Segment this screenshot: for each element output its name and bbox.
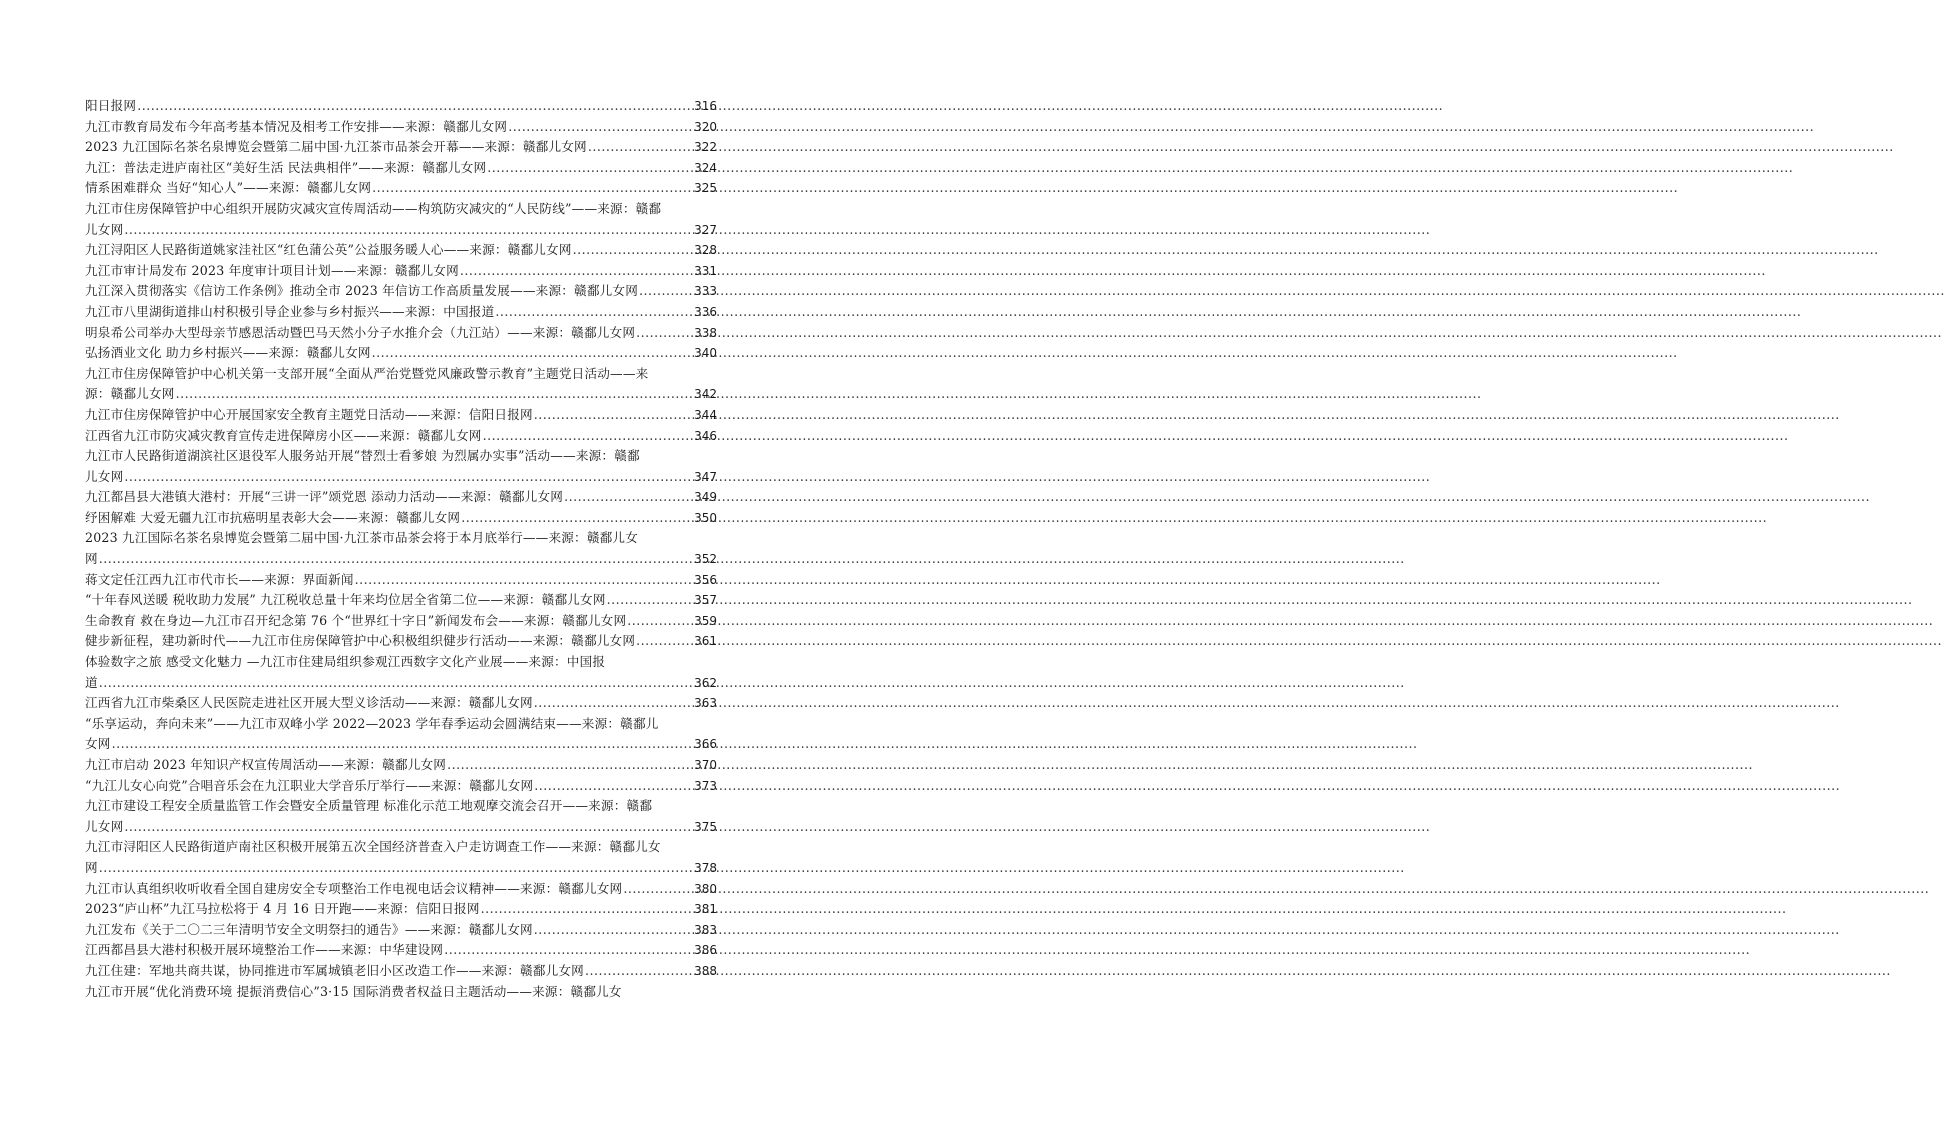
dot-leader [112,734,694,755]
toc-entry[interactable] [85,590,717,611]
toc-entry-line-wrapped [85,364,717,385]
toc-entry-title: 江西都昌县大港村积极开展环境整治工作——来源：中华建设网 [85,942,444,958]
toc-entry-title: 九江市住房保障管护中心组织开展防灾减灾宣传周活动——构筑防灾减灾的“人民防线”——来源：赣鄱 [85,200,662,216]
toc-entry[interactable] [85,178,717,199]
dot-leader [137,96,693,117]
toc-page-number: 383 [694,922,717,937]
toc-entry-line [85,858,717,879]
toc-entry[interactable] [85,611,717,632]
toc-page-number: 373 [694,778,717,793]
toc-entry-title: “乐享运动，奔向未来”——九江市双峰小学 2022—2023 学年春季运动会圆满结束——来源：赣鄱儿 [85,715,659,731]
toc-entry-title: 体验数字之旅 感受文化魅力 —九江市住建局组织参观江西数字文化产业展——来源：中国报 [85,654,606,670]
dot-leader [534,776,693,797]
toc-entry[interactable] [85,281,717,302]
toc-entry-title: 九江市住房保障管护中心开展国家安全教育主题党日活动——来源：信阳日报网 [85,406,533,422]
toc-entry[interactable] [85,96,717,117]
toc-page-number: 338 [694,325,717,340]
toc-entry[interactable] [85,714,717,755]
table-of-contents [85,96,717,1002]
toc-entry[interactable] [85,755,717,776]
toc-entry-line [85,631,717,652]
dot-leader [99,549,693,570]
toc-entry-line [85,405,717,426]
dot-leader [461,508,693,529]
toc-entry[interactable] [85,920,717,941]
toc-page-number: 350 [694,510,717,525]
dot-leader [355,570,693,591]
toc-entry-title: 九江深入贯彻落实《信访工作条例》推动全市 2023 年信访工作高质量发展——来源：赣鄱儿女网 [85,283,639,299]
dot-leader [460,261,693,282]
toc-entry-line [85,734,717,755]
toc-entry[interactable] [85,528,717,569]
toc-entry-line-wrapped [85,528,717,549]
toc-entry-title: 健步新征程，建功新时代——九江市住房保障管护中心积极组织健步行活动——来源：赣鄱儿女网 [85,633,636,649]
toc-entry[interactable] [85,158,717,179]
toc-entry-line [85,961,717,982]
toc-entry-line [85,384,717,405]
toc-entry-line [85,673,717,694]
toc-entry-title: 九江都昌县大港镇大港村：开展“三讲一评”颂党恩 添动力活动——来源：赣鄱儿女网 [85,489,564,505]
dot-leader [124,817,693,838]
toc-page-number: 328 [694,243,717,258]
toc-entry-line [85,281,717,302]
toc-page-number: 380 [694,881,717,896]
toc-page-number: 344 [694,407,717,422]
toc-entry-title: 弘扬酒业文化 助力乡村振兴——来源：赣鄱儿女网 [85,345,371,361]
toc-entry-title: 女网 [85,736,111,752]
toc-entry[interactable] [85,302,717,323]
toc-page-number: 378 [694,860,717,875]
toc-entry-title: 九江市教育局发布今年高考基本情况及相考工作安排——来源：赣鄱儿女网 [85,118,508,134]
toc-entry[interactable] [85,570,717,591]
dot-leader [534,405,693,426]
toc-page-number: 363 [694,696,717,711]
toc-entry-title: 江西省九江市防灾减灾教育宣传走进保障房小区——来源：赣鄱儿女网 [85,427,482,443]
toc-entry-line [85,693,717,714]
toc-entry[interactable] [85,796,717,837]
toc-entry-line [85,611,717,632]
toc-entry-title: 2023 九江国际名茶名泉博览会暨第二届中国·九江茶市品茶会开幕——来源：赣鄱儿女网 [85,139,587,155]
toc-page-number: 386 [694,943,717,958]
toc-entry-line [85,137,717,158]
toc-entry-line [85,158,717,179]
toc-page-number: 356 [694,572,717,587]
toc-entry-title: “十年春风送暖 税收助力发展” 九江税收总量十年来均位居全省第二位——来源：赣鄱儿女网 [85,592,606,608]
toc-entry[interactable] [85,776,717,797]
toc-entry-line [85,261,717,282]
toc-page-number: 366 [694,737,717,752]
toc-entry-line-wrapped [85,652,717,673]
toc-entry-line [85,117,717,138]
toc-page-number: 316 [694,99,717,113]
toc-page-number: 320 [694,119,717,134]
dot-leader [495,302,693,323]
toc-page-number: 322 [694,140,717,155]
dot-leader [508,117,693,138]
toc-entry-line [85,302,717,323]
toc-entry-line [85,178,717,199]
dot-leader [639,281,693,302]
toc-entry-title: 九江市八里湖街道排山村积极引导企业参与乡村振兴——来源：中国报道 [85,303,495,319]
dot-leader [444,940,693,961]
toc-entry-line [85,487,717,508]
dot-leader [534,693,693,714]
toc-entry-title: 九江发布《关于二〇二三年清明节安全文明祭扫的通告》——来源：赣鄱儿女网 [85,921,533,937]
dot-leader [588,137,693,158]
toc-entry[interactable] [85,137,717,158]
toc-page-number: 359 [694,613,717,628]
toc-entry-line [85,899,717,920]
dot-leader [636,323,693,344]
toc-entry[interactable] [85,631,717,652]
toc-entry[interactable] [85,652,717,693]
toc-page-number: 352 [694,552,717,567]
toc-entry[interactable] [85,240,717,261]
toc-page-number: 349 [694,490,717,505]
toc-entry-title: 九江市住房保障管护中心机关第一支部开展“全面从严治党暨党风廉政警示教育”主题党日活动——来 [85,365,649,381]
toc-entry[interactable] [85,837,717,878]
dot-leader [487,158,693,179]
dot-leader [573,240,693,261]
toc-entry-line [85,940,717,961]
toc-entry[interactable] [85,940,717,961]
toc-entry[interactable] [85,961,717,982]
dot-leader [534,920,693,941]
toc-page-number: 327 [694,222,717,237]
toc-entry-title: 九江市浔阳区人民路街道庐南社区积极开展第五次全国经济普查入户走访调查工作——来源：赣鄱儿女 [85,839,661,855]
dot-leader [607,590,693,611]
toc-entry-line [85,549,717,570]
toc-entry-line [85,570,717,591]
toc-entry[interactable] [85,323,717,344]
toc-entry[interactable] [85,982,717,1003]
toc-entry-title: 儿女网 [85,468,124,484]
toc-entry-title: 九江市人民路街道湖滨社区退役军人服务站开展“替烈士看爹娘 为烈属办实事”活动——来源：赣鄱 [85,448,640,464]
toc-entry-title: 蒋文定任江西九江市代市长——来源：界面新闻 [85,571,354,587]
toc-entry[interactable] [85,364,717,405]
toc-page-number: 336 [694,304,717,319]
dot-leader [124,467,693,488]
dot-leader [564,487,693,508]
toc-entry-line-wrapped [85,837,717,858]
toc-entry-title: 九江市启动 2023 年知识产权宣传周活动——来源：赣鄱儿女网 [85,757,447,772]
toc-page-number: 361 [694,634,717,649]
toc-entry-title: 网 [85,859,98,875]
toc-entry[interactable] [85,899,717,920]
dot-leader [481,899,693,920]
toc-entry-title: 2023 九江国际名茶名泉博览会暨第二届中国·九江茶市品茶会将于本月底举行——来源：赣鄱儿女 [85,530,639,546]
toc-entry[interactable] [85,879,717,900]
toc-page-number: 333 [694,284,717,299]
toc-entry-line [85,920,717,941]
toc-entry-title: 九江住建：军地共商共谋，协同推进市军属城镇老旧小区改造工作——来源：赣鄱儿女网 [85,962,584,978]
toc-entry-title: 生命教育 救在身边—九江市召开纪念第 76 个“世界红十字日”新闻发布会——来源：赣鄱儿女网 [85,612,627,628]
toc-entry[interactable] [85,117,717,138]
toc-entry-line [85,508,717,529]
toc-page-number: 357 [694,593,717,608]
dot-leader [176,384,694,405]
toc-page-number: 324 [694,160,717,175]
toc-page-number: 381 [694,902,717,917]
toc-entry-title: 阳日报网 [85,98,137,113]
toc-page-number: 375 [694,819,717,834]
toc-entry-title: “九江儿女心向党”合唱音乐会在九江职业大学音乐厅举行——来源：赣鄱儿女网 [85,777,534,793]
toc-page-number: 388 [694,963,717,978]
toc-entry-title: 江西省九江市柴桑区人民医院走进社区开展大型义诊活动——来源：赣鄱儿女网 [85,695,533,711]
toc-entry-title: 九江：普法走进庐南社区“美好生活 民法典相伴”——来源：赣鄱儿女网 [85,159,487,175]
toc-entry[interactable] [85,693,717,714]
dot-leader [372,343,693,364]
toc-entry-title: 九江市建设工程安全质量监管工作会暨安全质量管理 标准化示范工地观摩交流会召开——来源：赣鄱 [85,798,653,814]
toc-entry-title: 明泉希公司举办大型母亲节感恩活动暨巴马天然小分子水推介会（九江站）——来源：赣鄱儿女网 [85,324,636,340]
toc-entry-line-wrapped [85,796,717,817]
toc-entry[interactable] [85,261,717,282]
dot-leader [372,178,693,199]
toc-entry-line [85,817,717,838]
toc-page-number: 370 [694,758,717,772]
toc-entry[interactable] [85,343,717,364]
toc-entry-line [85,879,717,900]
toc-entry-line-wrapped [85,199,717,220]
dot-leader [636,631,693,652]
toc-page-number: 342 [694,387,717,402]
toc-entry[interactable] [85,508,717,529]
toc-entry-line [85,240,717,261]
toc-entry-line-wrapped [85,714,717,735]
toc-entry-line [85,96,717,117]
toc-entry-line [85,343,717,364]
toc-entry-line [85,426,717,447]
toc-entry-line [85,982,717,1003]
dot-leader [99,673,693,694]
toc-entry[interactable] [85,405,717,426]
toc-page-number: 331 [694,263,717,278]
toc-entry-line [85,467,717,488]
toc-entry[interactable] [85,199,717,240]
toc-entry-line-wrapped [85,446,717,467]
toc-entry-title: 儿女网 [85,221,124,237]
toc-page-number: 340 [694,346,717,361]
toc-entry-title: 情系困难群众 当好“知心人”——来源：赣鄱儿女网 [85,180,372,196]
toc-entry-title: 源：赣鄱儿女网 [85,386,175,402]
dot-leader [447,755,693,776]
toc-entry-title: 儿女网 [85,818,124,834]
toc-page-number: 325 [694,181,717,196]
toc-entry-title: 九江市认真组织收听收看全国自建房安全专项整治工作电视电话会议精神——来源：赣鄱儿女网 [85,880,623,896]
toc-entry-title: 九江市审计局发布 2023 年度审计项目计划——来源：赣鄱儿女网 [85,262,459,278]
toc-page-number: 347 [694,469,717,484]
toc-entry-line [85,323,717,344]
toc-entry-line [85,755,717,776]
toc-page-number: 346 [694,428,717,443]
dot-leader [585,961,693,982]
toc-entry[interactable] [85,446,717,487]
toc-entry-title: 道 [85,674,98,690]
toc-page-number: 362 [694,675,717,690]
toc-entry-title: 网 [85,551,98,567]
toc-entry-line [85,590,717,611]
dot-leader [483,426,693,447]
toc-entry-line [85,220,717,241]
toc-entry-title: 九江市开展“优化消费环境 提振消费信心”3·15 国际消费者权益日主题活动——来源：赣鄱儿女 [85,983,622,999]
dot-leader [627,611,693,632]
dot-leader [623,879,693,900]
toc-entry[interactable] [85,426,717,447]
toc-entry-title: 纾困解难 大爱无疆九江市抗癌明星表彰大会——来源：赣鄱儿女网 [85,509,461,525]
dot-leader [99,858,693,879]
toc-entry-title: 2023“庐山杯”九江马拉松将于 4 月 16 日开跑——来源：信阳日报网 [85,901,480,917]
toc-entry-title: 九江浔阳区人民路街道姚家洼社区“红色蒲公英”公益服务暖人心——来源：赣鄱儿女网 [85,242,572,258]
toc-entry[interactable] [85,487,717,508]
dot-leader [124,220,693,241]
toc-entry-line [85,776,717,797]
